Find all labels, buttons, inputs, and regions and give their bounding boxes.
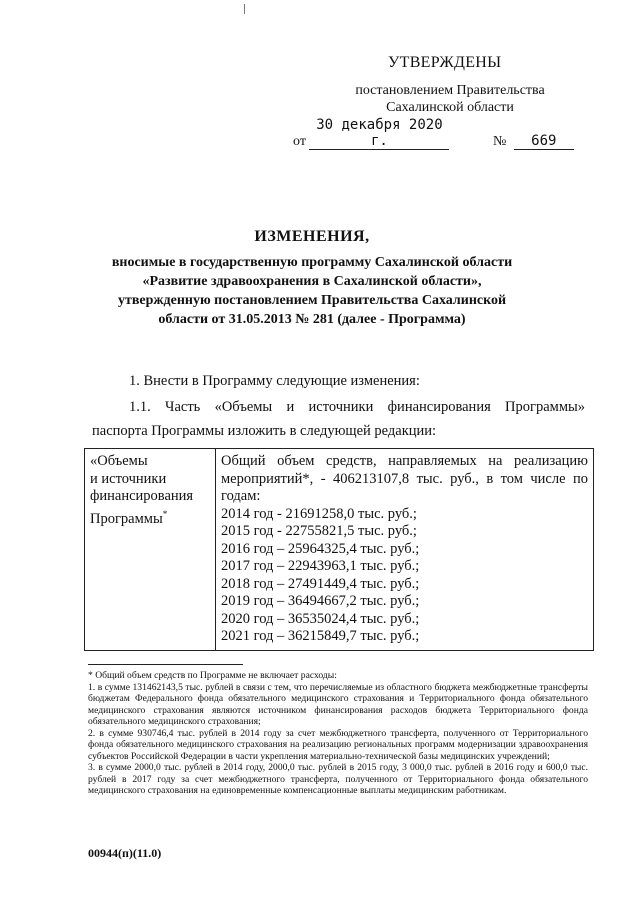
subtitle-line-2: «Развитие здравоохранения в Сахалинской области», [142, 274, 482, 289]
subtitle-line-4: области от 31.05.2013 № 281 (далее - Программа) [158, 312, 466, 327]
year-line: 2017 год – 22943963,1 тыс. руб.; [221, 558, 420, 574]
approved-label: УТВЕРЖДЕНЫ [388, 54, 502, 71]
decree-line-1: постановлением Правительства [355, 83, 545, 98]
label-line: и источники [90, 470, 167, 487]
item-1: 1. Внести в Программу следующие изменения: [129, 373, 420, 389]
year-line: 2015 год - 22755821,5 тыс. руб.; [221, 523, 417, 539]
number-prefix: № [492, 134, 507, 149]
decree-line-2: Сахалинской области [386, 100, 514, 115]
item-1-1-line-1: 1.1. Часть «Объемы и источники финансирования Программы» [129, 399, 585, 415]
year-line: 2021 год – 36215849,7 тыс. руб.; [221, 628, 420, 644]
decree-date: 30 декабря 2020 г. [309, 117, 449, 150]
footnote-1: 1. в сумме 131462143,5 тыс. рублей в связи с тем, что перечисляемые из областного бюджета межбюджетные трансферты бюджетам Федерального фонда обязательного медицинского страхования и Территориального фонда обязательного медицинского страхования являются источником финансирования расходов бюджета Территориального фонда обязательного медицинского страхования; [88, 681, 588, 727]
item-1-1-line-2: паспорта Программы изложить в следующей редакции: [92, 423, 437, 439]
label-line: «Объемы [90, 453, 148, 469]
decree-date-line [293, 117, 593, 150]
funding-label-cell [85, 449, 216, 651]
year-line: 2018 год – 27491449,4 тыс. руб.; [221, 575, 420, 592]
decree-number: 669 [514, 133, 574, 150]
document-code: 00944(п)(11.0) [88, 846, 162, 860]
decree-reference [330, 82, 570, 116]
footnote-2: 2. в сумме 930746,4 тыс. рублей в 2014 году за счет межбюджетного трансферта, полученного от Территориального фонда обязательного медицинского страхования на реализацию региональных программ модернизации здравоохранения субъектов Российской Федерации в части укрепления материально-технической базы медицинских учреждений; [88, 727, 588, 762]
subtitle-line-1: вносимые в государственную программу Сахалинской области [111, 255, 513, 270]
year-line: 2020 год – 36535024,4 тыс. руб.; [221, 610, 420, 627]
funding-table [84, 448, 594, 651]
footnote-mark: * [162, 508, 168, 519]
document-heading: ИЗМЕНЕНИЯ, [254, 228, 370, 245]
footnote-separator [88, 664, 243, 665]
footnotes [88, 670, 588, 797]
approval-stamp [352, 54, 552, 72]
footnote-3: 3. в сумме 2000,0 тыс. рублей в 2014 году, 2000,0 тыс. рублей в 2015 году, 3 000,0 тыс. рублей в 2016 году и 600,0 тыс. рублей в 2017 году за счет межбюджетного трансферта, полученного от Территориального фонда обязательного медицинского страхования на единовременные компенсационные выплаты медицинским работникам. [88, 762, 588, 796]
year-line: 2019 год – 36494667,2 тыс. руб.; [221, 593, 420, 609]
year-line: 2016 год – 25964325,4 тыс. руб.; [221, 540, 420, 557]
footnote-0: * Общий объем средств по Программе не включает расходы: [88, 670, 337, 681]
date-prefix: от [293, 134, 306, 149]
funding-intro: Общий объем средств, направляемых на реализацию мероприятий*, - 406213107,8 тыс. руб., в том числе по годам: [221, 453, 588, 504]
table-row [85, 449, 594, 651]
document-subtitle [0, 253, 624, 329]
label-line [90, 506, 210, 528]
scan-mark [244, 4, 245, 14]
subtitle-line-3: утвержденную постановлением Правительства Сахалинской [117, 293, 507, 308]
label-line-text: Программы [90, 510, 163, 527]
funding-value-cell [216, 449, 594, 651]
label-line: финансирования [90, 488, 194, 504]
year-line: 2014 год - 21691258,0 тыс. руб.; [221, 505, 417, 522]
